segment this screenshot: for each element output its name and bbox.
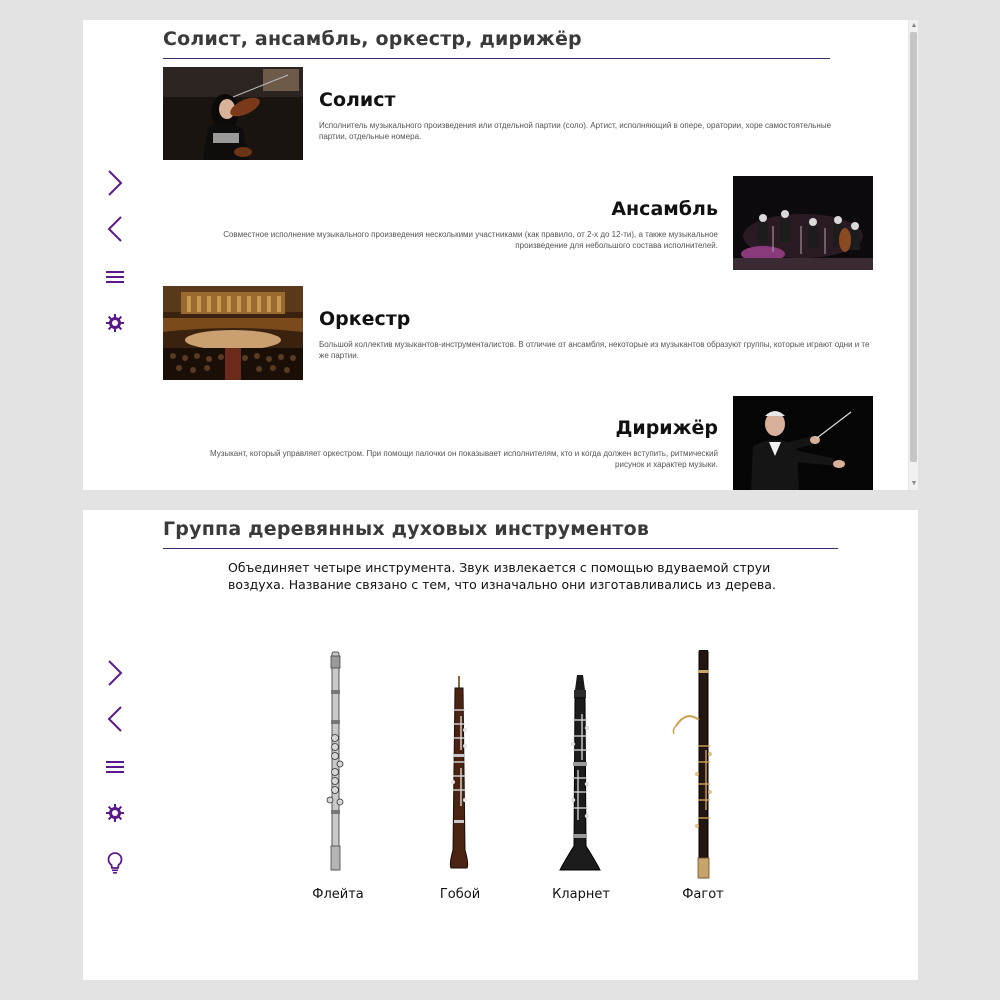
- hint-button[interactable]: [100, 848, 130, 878]
- oboe-image: [409, 650, 509, 890]
- next-slide-button[interactable]: [100, 658, 130, 688]
- card-title-ensemble: Ансамбль: [611, 198, 718, 220]
- settings-button[interactable]: [100, 308, 130, 338]
- scroll-thumb[interactable]: [910, 32, 917, 462]
- clarinet-image: [530, 650, 630, 890]
- chevron-left-icon: [106, 705, 124, 733]
- instrument-label-bassoon: Фагот: [682, 887, 724, 902]
- card-desc-ensemble: Совместное исполнение музыкального произведения несколькими участниками (как правило, от 2-х до 12-ти), а также музыкальное произведение для небольшого состава исполнителей.: [223, 230, 718, 250]
- menu-icon: [106, 760, 124, 774]
- intro-text: Объединяет четыре инструмента. Звук извлекается с помощью вдуваемой струи воздуха. Название связано с тем, что изначально они изготавливались из дерева.: [228, 560, 776, 592]
- chevron-right-icon: [106, 659, 124, 687]
- bassoon-image: [652, 650, 752, 890]
- title-divider: [163, 548, 838, 549]
- gear-icon: [106, 314, 124, 332]
- menu-icon: [106, 270, 124, 284]
- page-title: Группа деревянных духовых инструментов: [163, 518, 650, 540]
- card-title-conductor: Дирижёр: [615, 417, 718, 439]
- menu-button[interactable]: [100, 752, 130, 782]
- prev-slide-button[interactable]: [100, 214, 130, 244]
- nav-bar-top: [100, 168, 130, 343]
- card-desc-soloist: Исполнитель музыкального произведения или отдельной партии (соло). Артист, исполняющий в опере, оратории, хоре самостоятельные партии, отдельные номера.: [319, 121, 832, 141]
- flute-image: [285, 650, 385, 890]
- card-desc-conductor: Музыкант, который управляет оркестром. При помощи палочки он показывает исполнителям, кто и когда должен вступить, ритмический рисунок и характер музыки.: [209, 449, 718, 469]
- scroll-down-arrow-icon[interactable]: ▼: [910, 480, 918, 487]
- card-title-orchestra: Оркестр: [319, 308, 411, 330]
- instrument-label-clarinet: Кларнет: [552, 887, 610, 902]
- soloist-photo: [163, 67, 303, 160]
- card-desc-orchestra: Большой коллектив музыкантов-инструменталистов. В отличие от ансамбля, некоторые из музыкантов образуют группы, которые играют одни и те же партии.: [319, 340, 870, 360]
- nav-bar-bottom: [100, 658, 130, 878]
- slide-ensembles: [83, 20, 918, 490]
- settings-button[interactable]: [100, 798, 130, 828]
- orchestra-photo: [163, 286, 303, 380]
- title-divider: [163, 58, 830, 59]
- gear-icon: [106, 804, 124, 822]
- scrollbar[interactable]: [908, 20, 918, 490]
- lightbulb-icon: [107, 852, 123, 874]
- ensemble-photo: [733, 176, 873, 270]
- next-slide-button[interactable]: [100, 168, 130, 198]
- page-title: Солист, ансамбль, оркестр, дирижёр: [163, 28, 582, 50]
- card-title-soloist: Солист: [319, 89, 396, 111]
- slide-woodwinds: [83, 510, 918, 980]
- prev-slide-button[interactable]: [100, 704, 130, 734]
- instrument-label-oboe: Гобой: [439, 887, 481, 902]
- scroll-up-arrow-icon[interactable]: ▲: [910, 22, 918, 29]
- conductor-photo: [733, 396, 873, 490]
- instrument-label-flute: Флейта: [312, 887, 364, 902]
- menu-button[interactable]: [100, 262, 130, 292]
- chevron-left-icon: [106, 215, 124, 243]
- chevron-right-icon: [106, 169, 124, 197]
